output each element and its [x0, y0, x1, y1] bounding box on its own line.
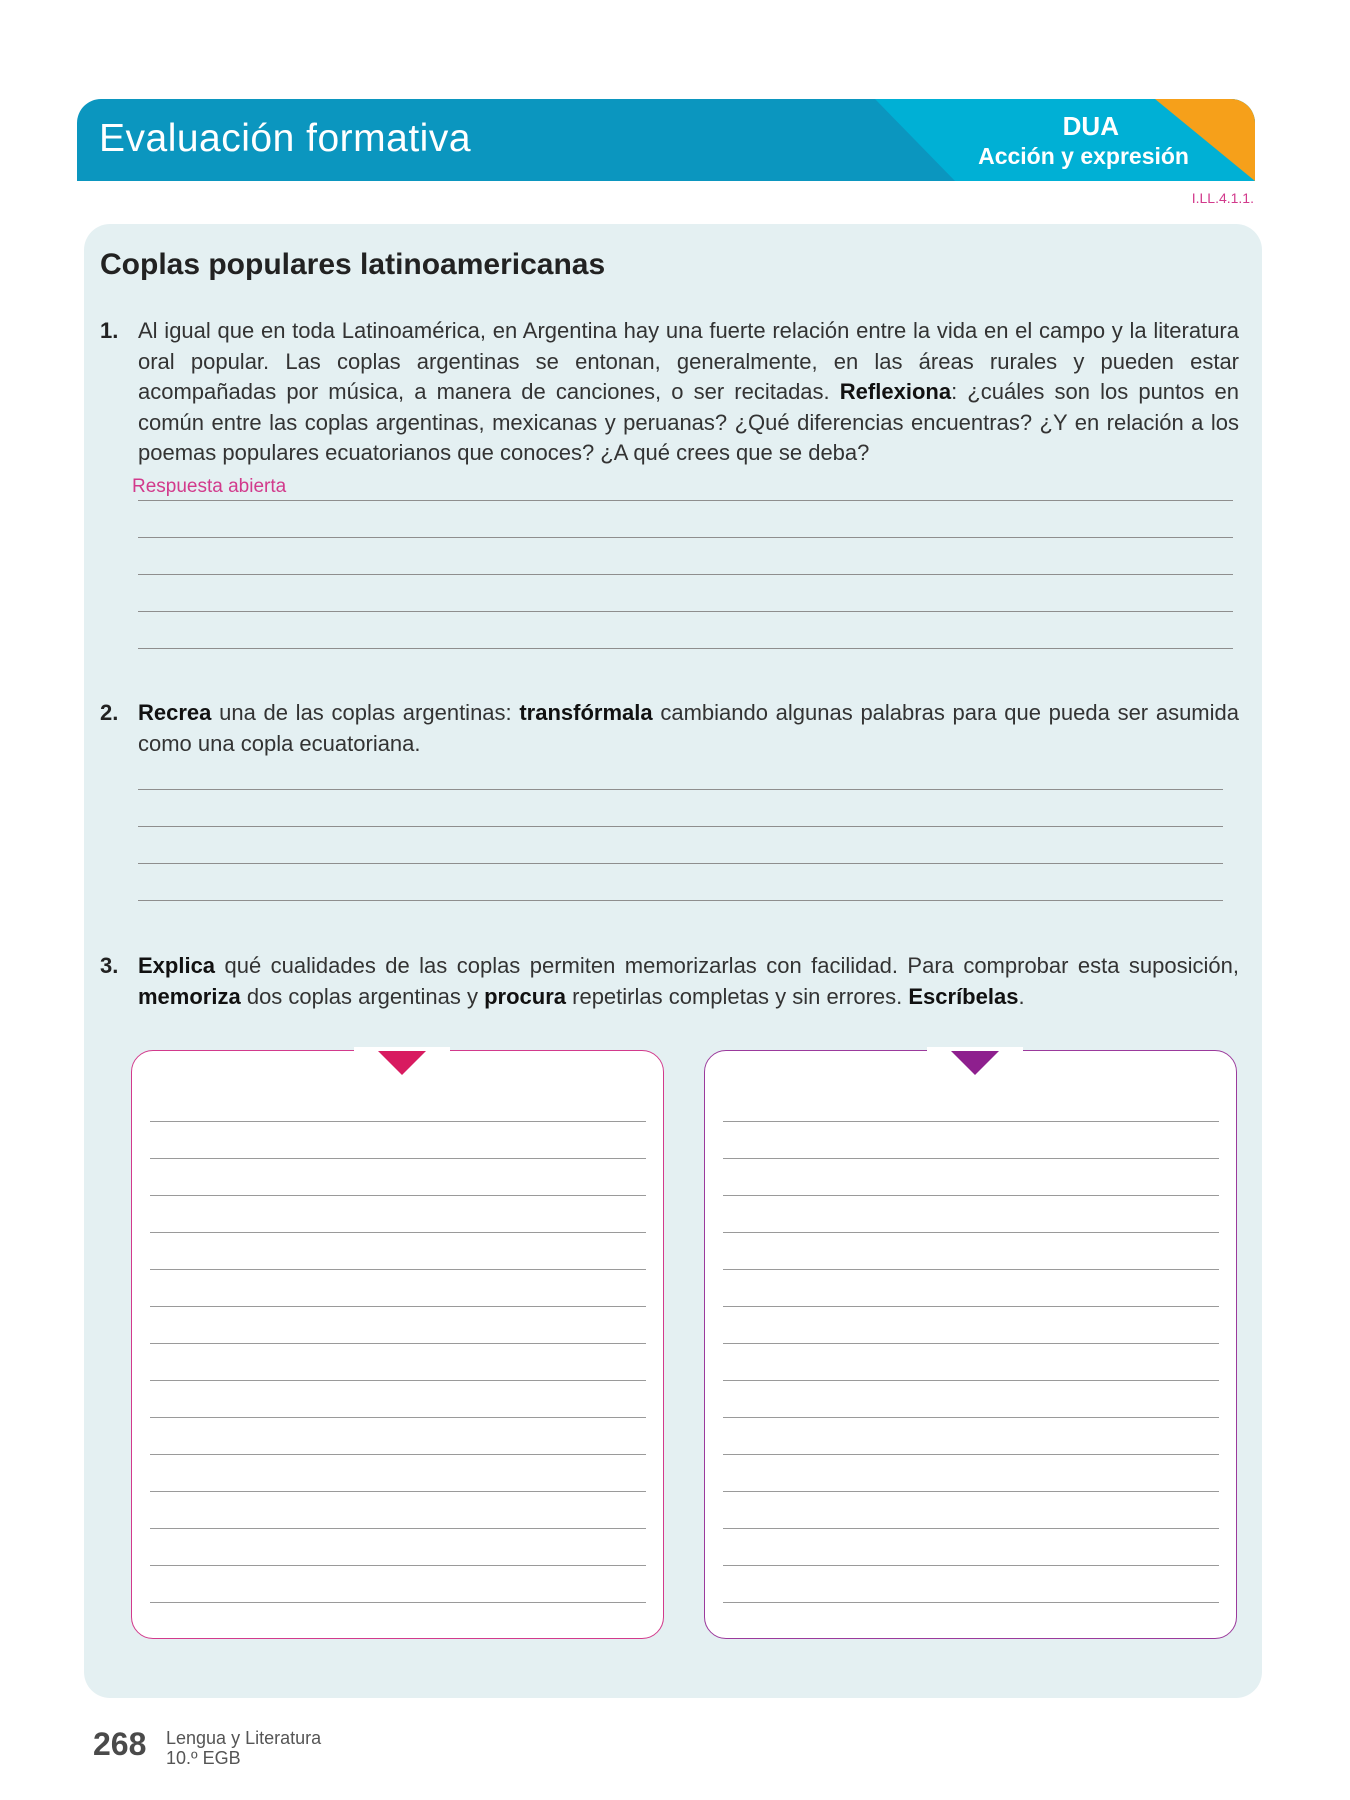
writing-line[interactable]: [723, 1417, 1219, 1418]
writing-line[interactable]: [723, 1380, 1219, 1381]
writing-line[interactable]: [150, 1121, 646, 1122]
writing-line[interactable]: [723, 1602, 1219, 1603]
subject-name: Lengua y Literatura: [166, 1728, 322, 1748]
writing-line[interactable]: [150, 1269, 646, 1270]
header-banner: [77, 99, 1255, 181]
writing-line[interactable]: [723, 1343, 1219, 1344]
writing-line[interactable]: [150, 1232, 646, 1233]
question-3-text: Explica qué cualidades de las coplas permiten memorizarlas con facilidad. Para comprobar esta suposición, memoriza dos coplas argentinas y procura repetirlas completas y sin errores. Escríbelas.: [138, 953, 1239, 1009]
copla-writing-box-right[interactable]: [704, 1050, 1237, 1639]
writing-line[interactable]: [150, 1417, 646, 1418]
writing-line[interactable]: [723, 1158, 1219, 1159]
answer-line[interactable]: [138, 611, 1233, 612]
writing-line[interactable]: [150, 1528, 646, 1529]
copla-writing-box-left[interactable]: [131, 1050, 664, 1639]
answer-line[interactable]: [138, 863, 1223, 864]
writing-line[interactable]: [723, 1121, 1219, 1122]
writing-line[interactable]: [150, 1306, 646, 1307]
answer-line[interactable]: [138, 500, 1233, 501]
answer-line[interactable]: [138, 789, 1223, 790]
writing-line[interactable]: [150, 1454, 646, 1455]
triangle-marker-icon: [354, 1047, 450, 1077]
writing-line[interactable]: [723, 1528, 1219, 1529]
question-2-text: Recrea una de las coplas argentinas: transfórmala cambiando algunas palabras para que pueda ser asumida como una copla ecuatoriana.: [138, 700, 1239, 756]
page-number: 268: [93, 1726, 147, 1762]
writing-line[interactable]: [723, 1195, 1219, 1196]
writing-line[interactable]: [150, 1602, 646, 1603]
question-1-text: Al igual que en toda Latinoamérica, en Argentina hay una fuerte relación entre la vida en el campo y la literatura oral popular. Las coplas argentinas se entonan, generalmente, en las áreas rurales y pueden estar acompañadas por música, a manera de canciones, o ser recitadas. Reflexiona: ¿cuáles son los puntos en común entre las coplas argentinas, mexicanas y peruanas? ¿Qué diferencias encuentras? ¿Y en relación a los poemas populares ecuatorianos que conoces? ¿A qué crees que se deba?: [138, 318, 1239, 465]
section-title: Coplas populares latinoamericanas: [100, 248, 606, 281]
grade-label: 10.º EGB: [166, 1748, 241, 1768]
triangle-marker-icon: [927, 1047, 1023, 1077]
writing-line[interactable]: [723, 1491, 1219, 1492]
answer-line[interactable]: [138, 900, 1223, 901]
answer-line[interactable]: [138, 574, 1233, 575]
dua-badge-subtitle: Acción y expresión: [978, 143, 1189, 169]
writing-line[interactable]: [723, 1306, 1219, 1307]
writing-line[interactable]: [150, 1343, 646, 1344]
answer-text: Respuesta abierta: [132, 476, 287, 497]
question-2-number: 2.: [100, 700, 119, 725]
writing-line[interactable]: [150, 1158, 646, 1159]
writing-line[interactable]: [150, 1491, 646, 1492]
page-title: Evaluación formativa: [99, 117, 472, 160]
footer-subject: [166, 1728, 321, 1768]
writing-line[interactable]: [150, 1380, 646, 1381]
answer-line[interactable]: [138, 648, 1233, 649]
indicator-code: I.LL.4.1.1.: [1191, 190, 1254, 206]
answer-line[interactable]: [138, 537, 1233, 538]
writing-line[interactable]: [150, 1565, 646, 1566]
writing-line[interactable]: [723, 1565, 1219, 1566]
writing-line[interactable]: [150, 1195, 646, 1196]
answer-line[interactable]: [138, 826, 1223, 827]
writing-line[interactable]: [723, 1232, 1219, 1233]
dua-badge-title: DUA: [1062, 111, 1119, 141]
writing-line[interactable]: [723, 1454, 1219, 1455]
question-1-number: 1.: [100, 318, 119, 343]
writing-line[interactable]: [723, 1269, 1219, 1270]
question-3-number: 3.: [100, 953, 119, 978]
